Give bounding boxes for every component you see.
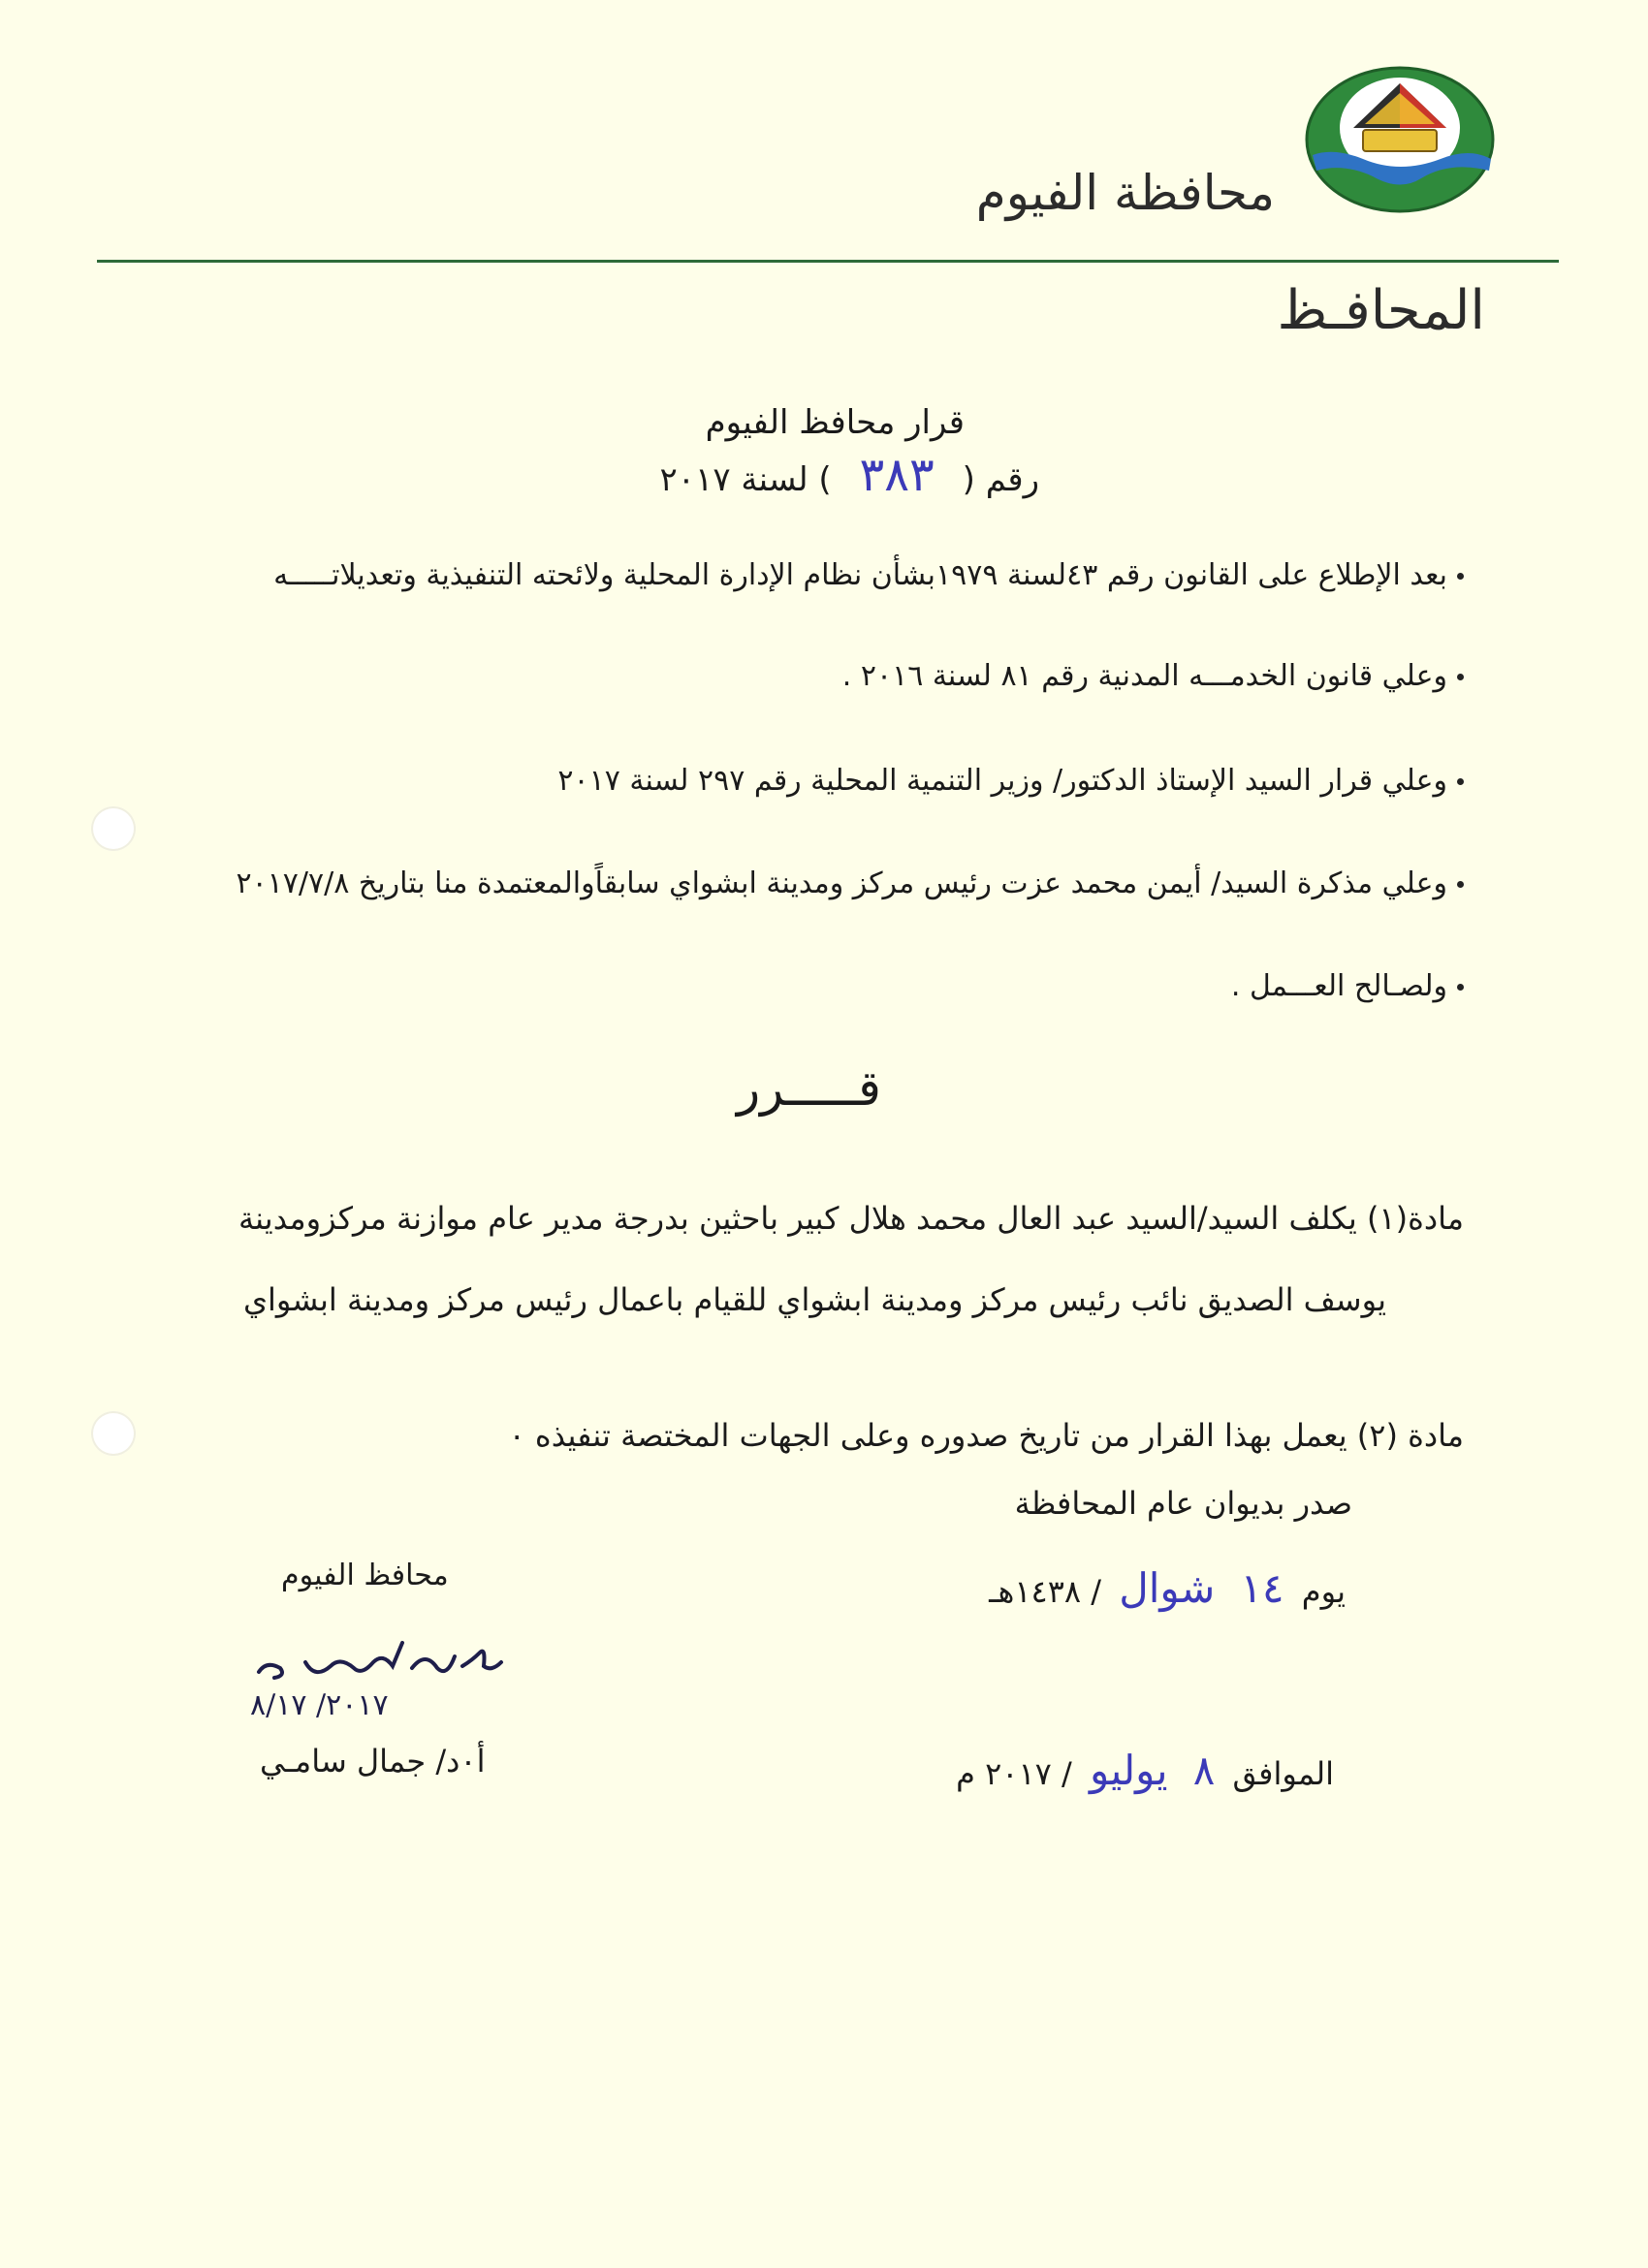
recital-text: وعلي قانون الخدمـــه المدنية رقم ٨١ لسنة ٢٠١٦ .: [841, 659, 1447, 693]
recital-item: [1231, 969, 1464, 1003]
recital-item: [273, 558, 1464, 592]
punch-hole: [91, 806, 136, 851]
decree-number-prefix: رقم (: [962, 460, 1039, 499]
signature-date-handwritten: ٢٠١٧/ ٨/١٧: [250, 1688, 389, 1722]
bullet-dot: [1457, 881, 1464, 888]
recital-item: [842, 659, 1464, 693]
recital-text: ولصـالح العـــمل .: [1230, 969, 1447, 1003]
decree-number-suffix: ) لسنة: [741, 460, 832, 499]
decree-number-line: [660, 448, 1039, 502]
hijri-year: / ١٤٣٨هـ: [989, 1573, 1102, 1610]
recital-text: وعلي قرار السيد الإستاذ الدكتور/ وزير التنمية المحلية رقم ٢٩٧ لسنة ٢٠١٧: [557, 764, 1447, 798]
article-1-line-1: مادة(١) يكلف السيد/السيد عبد العال محمد هلال كبير باحثين بدرجة مدير عام موازنة مركزومدينة: [238, 1200, 1464, 1237]
decided-heading: قـــــرر: [737, 1060, 881, 1117]
decree-year: ٢٠١٧: [659, 460, 731, 499]
header-divider: [97, 260, 1559, 263]
recital-text: بعد الإطلاع على القانون رقم ٤٣لسنة ١٩٧٩بشأن نظام الإدارة المحلية ولائحته التنفيذية وتعديلاتـــــه: [273, 558, 1447, 592]
gregorian-date-prefix: الموافق: [1232, 1755, 1334, 1792]
office-title: المحافـظ: [1277, 279, 1485, 342]
gregorian-date: [956, 1747, 1334, 1794]
gregorian-month-handwritten: يوليو: [1089, 1747, 1168, 1794]
governorate-name: محافظة الفيوم: [975, 165, 1275, 221]
recital-text: وعلي مذكرة السيد/ أيمن محمد عزت رئيس مركز ومدينة ابشواي سابقاًوالمعتمدة منا بتاريخ ٢٠١٧/٧/٨: [236, 866, 1447, 900]
gregorian-day-handwritten: ٨: [1192, 1747, 1216, 1794]
hijri-date-prefix: يوم: [1301, 1573, 1346, 1610]
signatory-title: محافظ الفيوم: [281, 1559, 449, 1592]
decree-title: قرار محافظ الفيوم: [705, 403, 965, 442]
hijri-day-handwritten: ١٤: [1240, 1564, 1284, 1612]
punch-hole: [91, 1411, 136, 1456]
gregorian-year: / ٢٠١٧ م: [956, 1755, 1072, 1792]
hijri-date: [989, 1564, 1346, 1612]
bullet-dot: [1457, 573, 1464, 580]
hijri-month-handwritten: شوال: [1119, 1564, 1216, 1612]
recital-item: [236, 866, 1464, 900]
bullet-dot: [1457, 984, 1464, 991]
article-2: مادة (٢) يعمل بهذا القرار من تاريخ صدوره وعلى الجهات المختصة تنفيذه ٠: [508, 1417, 1464, 1454]
article-1-line-2: يوسف الصديق نائب رئيس مركز ومدينة ابشواي للقيام باعمال رئيس مركز ومدينة ابشواي: [242, 1281, 1386, 1318]
fayoum-governorate-emblem: [1305, 66, 1495, 213]
signatory-name: أ٠د/ جمال سامـي: [260, 1743, 486, 1780]
decree-number-handwritten: ٣٨٣: [859, 448, 935, 502]
issued-at: صدر بديوان عام المحافظة: [1014, 1485, 1352, 1522]
recital-item: [557, 764, 1464, 798]
bullet-dot: [1457, 674, 1464, 680]
bullet-dot: [1457, 778, 1464, 785]
